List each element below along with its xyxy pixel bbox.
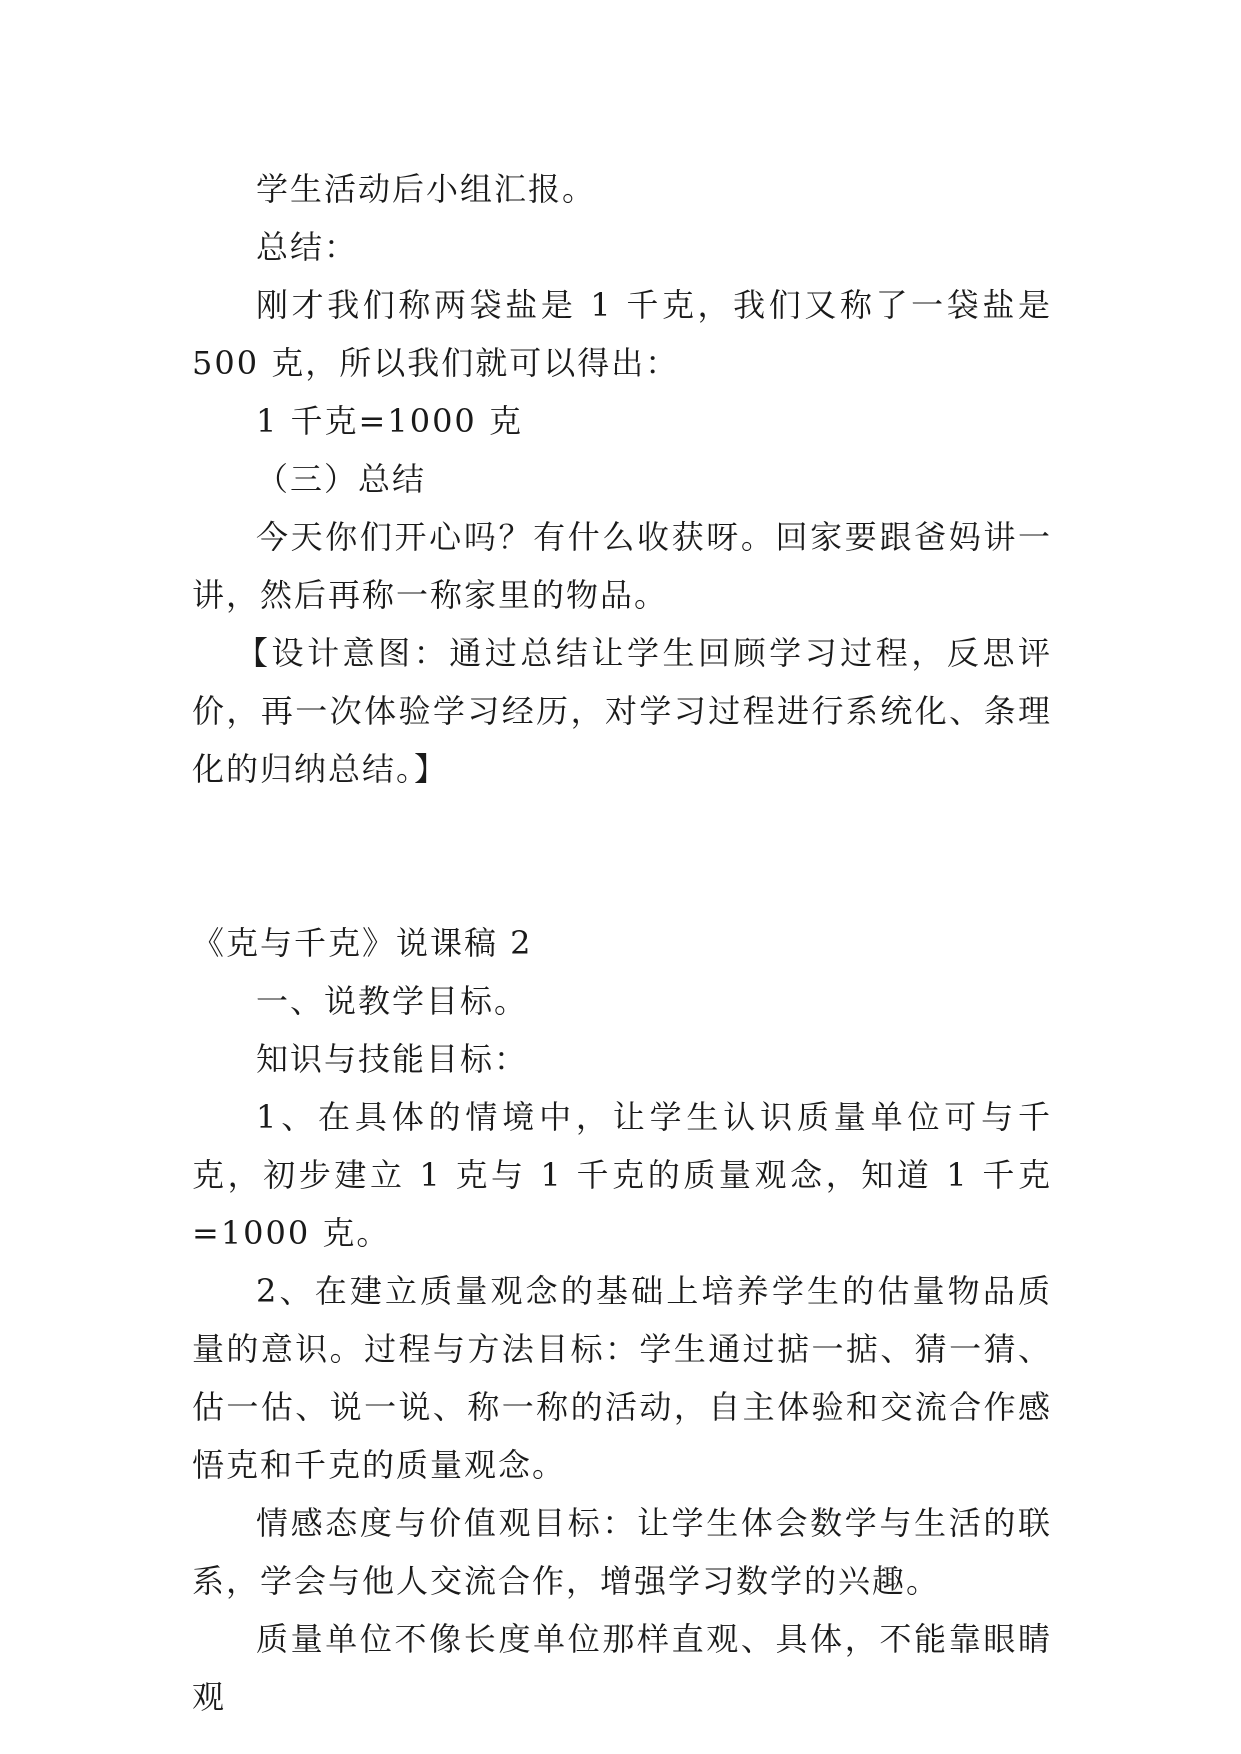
paragraph: 一、说教学目标。 [256,982,529,1020]
paragraph: 情感态度与价值观目标：让学生体会数学与生活的联系，学会与他人交流合作，增强学习数学的兴趣。 [192,1504,1052,1600]
paragraph: 1、在具体的情境中，让学生认识质量单位可与千克，初步建立 1 克与 1 千克的质量观念，知道 1 千克=1000 克。 [192,1098,1052,1252]
paragraph: 总结： [256,228,359,266]
design-intent-note: 【设计意图：通过总结让学生回顾学习过程，反思评价，再一次体验学习经历，对学习过程进行系统化、条理化的归纳总结。】 [192,634,1052,788]
paragraph: 学生活动后小组汇报。 [256,170,597,208]
paragraph: 1 千克=1000 克 [256,402,523,440]
subsection-heading: （三）总结 [256,460,427,498]
paragraph: 今天你们开心吗？有什么收获呀。回家要跟爸妈讲一讲，然后再称一称家里的物品。 [192,518,1052,614]
paragraph: 2、在建立质量观念的基础上培养学生的估量物品质量的意识。过程与方法目标：学生通过掂一掂、猜一猜、估一估、说一说、称一称的活动，自主体验和交流合作感悟克和千克的质量观念。 [192,1272,1052,1484]
section-gap [192,798,1052,914]
paragraph: 知识与技能目标： [256,1040,529,1078]
paragraph: 质量单位不像长度单位那样直观、具体，不能靠眼睛观 [192,1620,1052,1716]
paragraph: 刚才我们称两袋盐是 1 千克，我们又称了一袋盐是 500 克，所以我们就可以得出： [192,286,1052,382]
section-title: 《克与千克》说课稿 2 [192,924,533,962]
document-body [192,160,1052,1726]
